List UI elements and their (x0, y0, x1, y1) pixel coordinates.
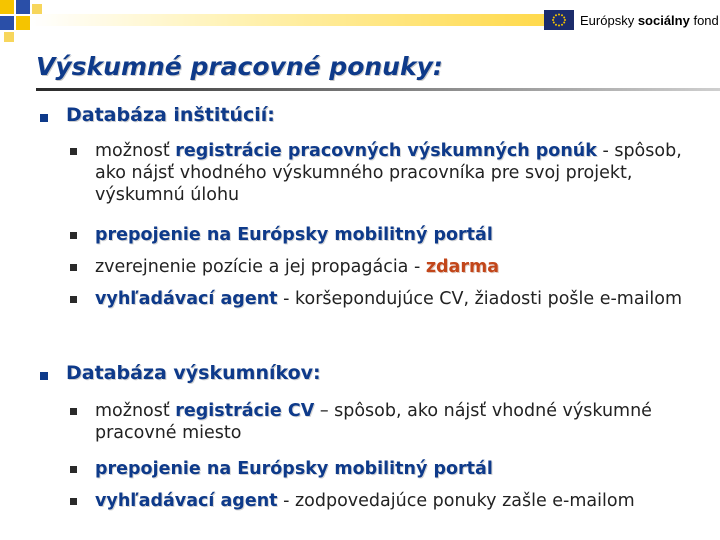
item-bullet-icon (70, 408, 77, 415)
item-bullet-icon (70, 148, 77, 155)
item-bullet-icon (70, 466, 77, 473)
item-bullet-icon (70, 498, 77, 505)
list-item: vyhľadávací agent - koršepondujúce CV, žiadosti pošle e-mailom (95, 289, 683, 309)
section-bullet-icon (40, 114, 48, 122)
eu-flag-icon (544, 10, 574, 30)
esf-logo (544, 8, 720, 32)
list-item: možnosť registrácie pracovných výskumných ponúk - spôsob, ako nájsť vhodného výskumného pracovníka pre svoj projekt, výskumnú úlohu (95, 141, 682, 205)
section-bullet-icon (40, 372, 48, 380)
item-bullet-icon (70, 232, 77, 239)
list-item: zverejnenie pozície a jej propagácia - zdarma (95, 257, 500, 277)
esf-logo-text: Európsky sociálny fond (580, 12, 719, 28)
slide-title: Výskumné pracovné ponuky: (36, 52, 443, 81)
item-bullet-icon (70, 264, 77, 271)
list-item: možnosť registrácie CV – spôsob, ako nájsť vhodné výskumné pracovné miesto (95, 401, 652, 443)
title-divider (36, 88, 720, 91)
list-item: prepojenie na Európsky mobilitný portál (95, 459, 493, 479)
section-heading-researchers: Databáza výskumníkov: (66, 362, 321, 384)
item-bullet-icon (70, 296, 77, 303)
list-item: vyhľadávací agent - zodpovedajúce ponuky zašle e-mailom (95, 491, 635, 511)
header-gradient-bar (30, 14, 550, 26)
section-heading-institutions: Databáza inštitúcií: (66, 104, 275, 126)
list-item: prepojenie na Európsky mobilitný portál (95, 225, 493, 245)
